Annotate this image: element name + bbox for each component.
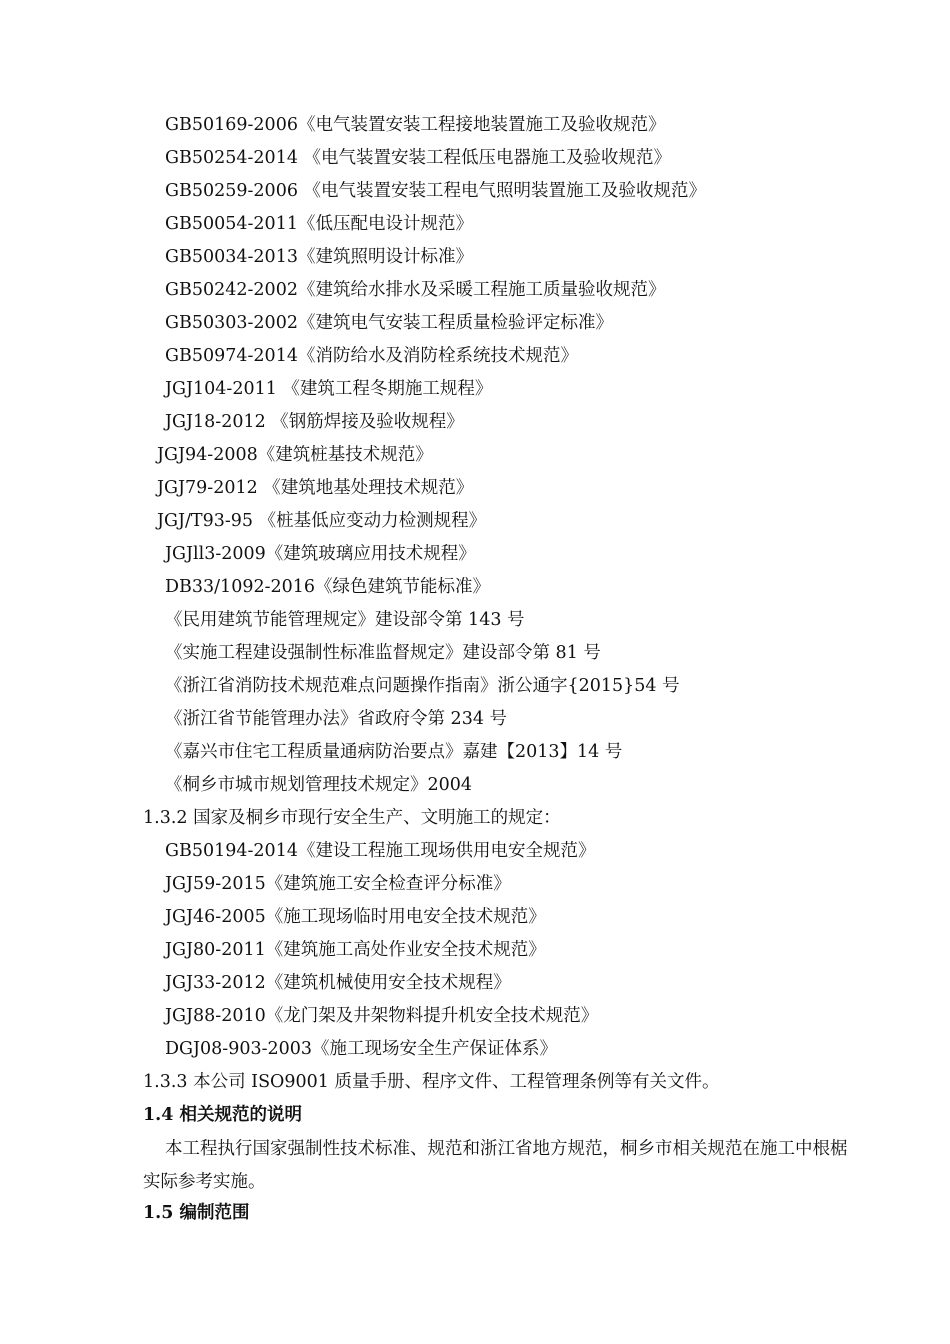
safety-standard-item: JGJ59-2015《建筑施工安全检查评分标准》 — [165, 874, 511, 894]
regulation-item: 《民用建筑节能管理规定》建设部令第 143 号 — [165, 610, 525, 630]
standard-item: GB50242-2002《建筑给水排水及采暖工程施工质量验收规范》 — [165, 280, 666, 300]
regulation-item: 《桐乡市城市规划管理技术规定》2004 — [165, 775, 473, 795]
standard-item: GB50259-2006 《电气装置安装工程电气照明装置施工及验收规范》 — [165, 181, 707, 201]
standard-item: GB50303-2002《建筑电气安装工程质量检验评定标准》 — [165, 313, 613, 333]
standard-item: DB33/1092-2016《绿色建筑节能标准》 — [165, 577, 491, 597]
standard-item: JGJ18-2012 《钢筋焊接及验收规程》 — [165, 412, 464, 432]
standard-item: GB50054-2011《低压配电设计规范》 — [165, 214, 473, 234]
safety-standard-item: JGJ46-2005《施工现场临时用电安全技术规范》 — [165, 907, 546, 927]
section-1-3-3-text: 1.3.3 本公司 ISO9001 质量手册、程序文件、工程管理条例等有关文件。 — [143, 1072, 720, 1092]
standard-item: JGJ104-2011 《建筑工程冬期施工规程》 — [165, 379, 493, 399]
standard-item: JGJ79-2012 《建筑地基处理技术规范》 — [157, 478, 474, 498]
regulation-item: 《浙江省节能管理办法》省政府令第 234 号 — [165, 709, 508, 729]
standard-item: GB50169-2006《电气装置安装工程接地装置施工及验收规范》 — [165, 115, 666, 135]
safety-standard-item: JGJ80-2011《建筑施工高处作业安全技术规范》 — [165, 940, 546, 960]
safety-standard-item: JGJ88-2010《龙门架及井架物料提升机安全技术规范》 — [165, 1006, 599, 1026]
safety-standard-item: GB50194-2014《建设工程施工现场供用电安全规范》 — [165, 841, 596, 861]
regulation-item: 《嘉兴市住宅工程质量通病防治要点》嘉建【2013】14 号 — [165, 742, 623, 762]
regulation-item: 《浙江省消防技术规范难点问题操作指南》浙公通字{2015}54 号 — [165, 676, 680, 696]
standard-item: GB50254-2014 《电气装置安装工程低压电器施工及验收规范》 — [165, 148, 672, 168]
standard-item: GB50974-2014《消防给水及消防栓系统技术规范》 — [165, 346, 578, 366]
standard-item: JGJ94-2008《建筑桩基技术规范》 — [157, 445, 433, 465]
standard-item: JGJll3-2009《建筑玻璃应用技术规程》 — [165, 544, 476, 564]
section-1-4-paragraph: 本工程执行国家强制性技术标准、规范和浙江省地方规范，桐乡市相关规范在施工中根椐实际参考实施。 — [143, 1139, 848, 1192]
section-heading-1-5: 1.5 编制范围 — [143, 1203, 250, 1223]
safety-standard-item: JGJ33-2012《建筑机械使用安全技术规程》 — [165, 973, 511, 993]
standard-item: JGJ/T93-95 《桩基低应变动力检测规程》 — [157, 511, 487, 531]
section-heading-1-3-2: 1.3.2 国家及桐乡市现行安全生产、文明施工的规定： — [143, 808, 561, 828]
safety-standard-item: DGJ08-903-2003《施工现场安全生产保证体系》 — [165, 1039, 558, 1059]
regulation-item: 《实施工程建设强制性标准监督规定》建设部令第 81 号 — [165, 643, 601, 663]
section-heading-1-4: 1.4 相关规范的说明 — [143, 1105, 303, 1125]
standard-item: GB50034-2013《建筑照明设计标准》 — [165, 247, 473, 267]
